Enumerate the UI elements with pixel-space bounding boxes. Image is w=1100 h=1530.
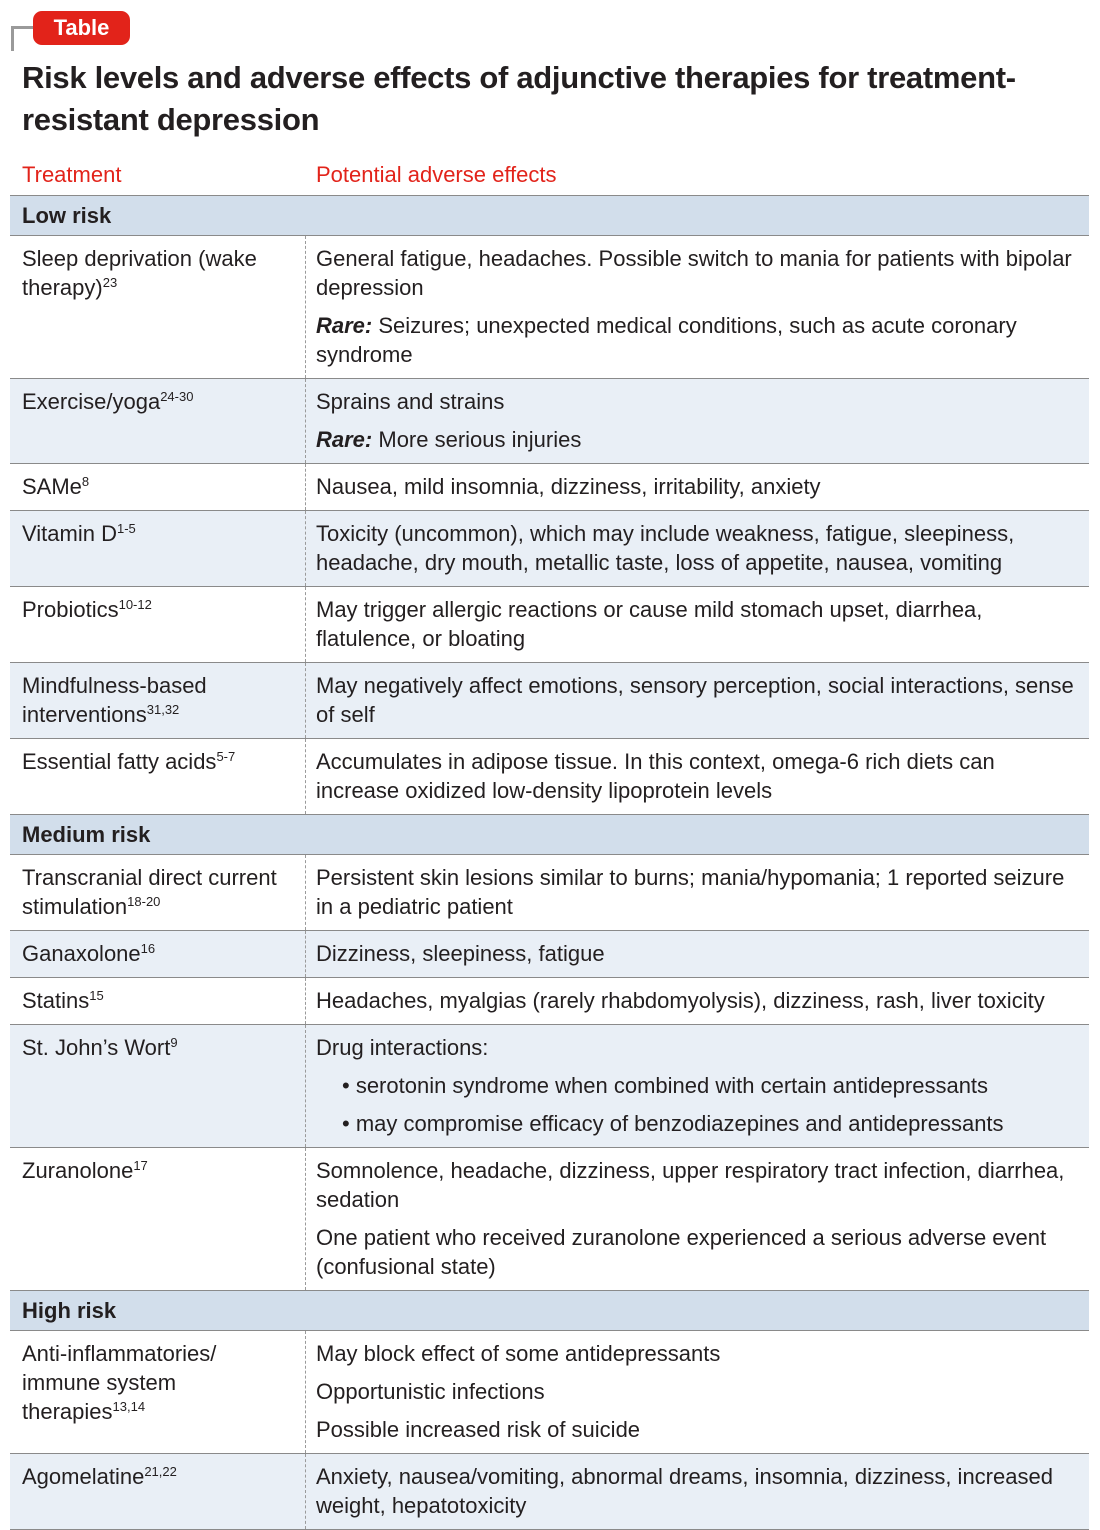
reference-numbers: 18-20 — [127, 894, 161, 909]
effects-cell — [306, 1331, 1089, 1453]
treatment-cell — [10, 855, 306, 930]
table-row — [10, 931, 1089, 978]
bullet-item: • may compromise efficacy of benzodiazepines and antidepressants — [342, 1111, 1004, 1136]
treatment-name: Ganaxolone — [22, 941, 141, 966]
rare-effect — [316, 311, 1077, 369]
effects-cell — [306, 587, 1089, 662]
effect-text: May trigger allergic reactions or cause mild stomach upset, diarrhea, flatulence, or bloating — [316, 597, 983, 651]
rare-label: Rare: — [316, 427, 373, 452]
treatment-cell — [10, 587, 306, 662]
treatment-cell — [10, 379, 306, 463]
table-row — [10, 464, 1089, 511]
effect-text: Drug interactions: — [316, 1035, 489, 1060]
treatment-cell — [10, 511, 306, 586]
treatment-name: Zuranolone — [22, 1158, 134, 1183]
column-header-effects: Potential adverse effects — [316, 162, 557, 187]
adverse-effects-table — [10, 157, 1089, 1530]
treatment-cell — [10, 1454, 306, 1529]
rare-effect-text: Seizures; unexpected medical conditions, such as acute coronary syndrome — [316, 313, 1017, 367]
treatment-name: Essential fatty acids — [22, 749, 217, 774]
table-row — [10, 1454, 1089, 1530]
table-title: Risk levels and adverse effects of adjunctive therapies for treatment-resistant depression — [22, 60, 1016, 137]
section-header: High risk — [10, 1291, 1089, 1331]
treatment-name: Transcranial direct current stimulation — [22, 865, 277, 919]
table-row — [10, 663, 1089, 739]
effects-cell — [306, 1025, 1089, 1147]
table-row — [10, 1025, 1089, 1148]
treatment-name: Anti-inflammatories/ immune system therapies — [22, 1341, 217, 1424]
effect-text: Somnolence, headache, dizziness, upper respiratory tract infection, diarrhea, sedation — [316, 1158, 1065, 1212]
effects-cell — [306, 236, 1089, 378]
column-header-row — [10, 157, 1089, 196]
treatment-name: Agomelatine — [22, 1464, 145, 1489]
effect-text: General fatigue, headaches. Possible switch to mania for patients with bipolar depression — [316, 246, 1072, 300]
table-tag: Table — [33, 11, 130, 45]
tag-corner-bracket — [11, 26, 33, 51]
column-header-treatment: Treatment — [22, 162, 122, 187]
rare-effect — [316, 425, 1077, 454]
effect-text: May negatively affect emotions, sensory perception, social interactions, sense of self — [316, 673, 1074, 727]
effect-text: Toxicity (uncommon), which may include weakness, fatigue, sleepiness, headache, dry mouth, metallic taste, loss of appetite, nausea, vomiting — [316, 521, 1015, 575]
effects-cell — [306, 464, 1089, 510]
section-header: Medium risk — [10, 815, 1089, 855]
effect-text: Possible increased risk of suicide — [316, 1417, 641, 1442]
effect-text: Persistent skin lesions similar to burns; mania/hypomania; 1 reported seizure in a pediatric patient — [316, 865, 1065, 919]
reference-numbers: 23 — [102, 275, 118, 290]
effects-cell — [306, 855, 1089, 930]
reference-numbers: 31,32 — [146, 702, 180, 717]
treatment-cell — [10, 663, 306, 738]
treatment-name: Probiotics — [22, 597, 119, 622]
table-row — [10, 1148, 1089, 1291]
treatment-name: St. John’s Wort — [22, 1035, 171, 1060]
reference-numbers: 8 — [81, 474, 90, 489]
reference-numbers: 10-12 — [118, 597, 152, 612]
effects-cell — [306, 1454, 1089, 1529]
table-row — [10, 978, 1089, 1025]
table-row — [10, 236, 1089, 379]
treatment-cell — [10, 1331, 306, 1453]
rare-label: Rare: — [316, 313, 373, 338]
treatment-name: Vitamin D — [22, 521, 117, 546]
reference-numbers: 5-7 — [216, 749, 236, 764]
effect-text: One patient who received zuranolone experienced a serious adverse event (confusional state) — [316, 1225, 1047, 1279]
reference-numbers: 9 — [170, 1035, 178, 1050]
effect-text: May block effect of some antidepressants — [316, 1341, 721, 1366]
effect-text: Sprains and strains — [316, 389, 505, 414]
rare-effect-text: More serious injuries — [378, 427, 582, 452]
effects-cell — [306, 1148, 1089, 1290]
reference-numbers: 15 — [89, 988, 104, 1003]
treatment-name: Exercise/yoga — [22, 389, 161, 414]
reference-numbers: 1-5 — [116, 521, 136, 536]
treatment-cell — [10, 464, 306, 510]
effects-cell — [306, 379, 1089, 463]
effect-text: Nausea, mild insomnia, dizziness, irritability, anxiety — [316, 474, 821, 499]
table-body — [10, 196, 1089, 1530]
table-row — [10, 379, 1089, 464]
effect-text: Accumulates in adipose tissue. In this context, omega-6 rich diets can increase oxidized low-density lipoprotein levels — [316, 749, 995, 803]
reference-numbers: 21,22 — [144, 1464, 177, 1479]
treatment-name: Statins — [22, 988, 90, 1013]
effect-text: Opportunistic infections — [316, 1379, 545, 1404]
reference-numbers: 24-30 — [160, 389, 194, 404]
treatment-cell — [10, 1148, 306, 1290]
treatment-cell — [10, 236, 306, 378]
treatment-cell — [10, 931, 306, 977]
effects-cell — [306, 511, 1089, 586]
effects-cell — [306, 739, 1089, 814]
table-row — [10, 587, 1089, 663]
treatment-cell — [10, 1025, 306, 1147]
effect-text: Anxiety, nausea/vomiting, abnormal dreams, insomnia, dizziness, increased weight, hepatotoxicity — [316, 1464, 1053, 1518]
effects-cell — [306, 978, 1089, 1024]
reference-numbers: 13,14 — [112, 1399, 146, 1414]
effects-cell — [306, 931, 1089, 977]
effect-text: Dizziness, sleepiness, fatigue — [316, 941, 605, 966]
treatment-name: Sleep deprivation (wake therapy) — [22, 246, 257, 300]
bullet-item: • serotonin syndrome when combined with certain antidepressants — [342, 1073, 989, 1098]
reference-numbers: 16 — [140, 941, 156, 956]
effect-text: Headaches, myalgias (rarely rhabdomyolysis), dizziness, rash, liver toxicity — [316, 988, 1045, 1013]
treatment-cell — [10, 978, 306, 1024]
table-row — [10, 855, 1089, 931]
table-row — [10, 1331, 1089, 1454]
effects-cell — [306, 663, 1089, 738]
treatment-cell — [10, 739, 306, 814]
treatment-name: SAMe — [22, 474, 82, 499]
section-header: Low risk — [10, 196, 1089, 236]
table-row — [10, 739, 1089, 815]
treatment-name: Mindfulness-based interventions — [22, 673, 207, 727]
table-row — [10, 511, 1089, 587]
reference-numbers: 17 — [133, 1158, 148, 1173]
